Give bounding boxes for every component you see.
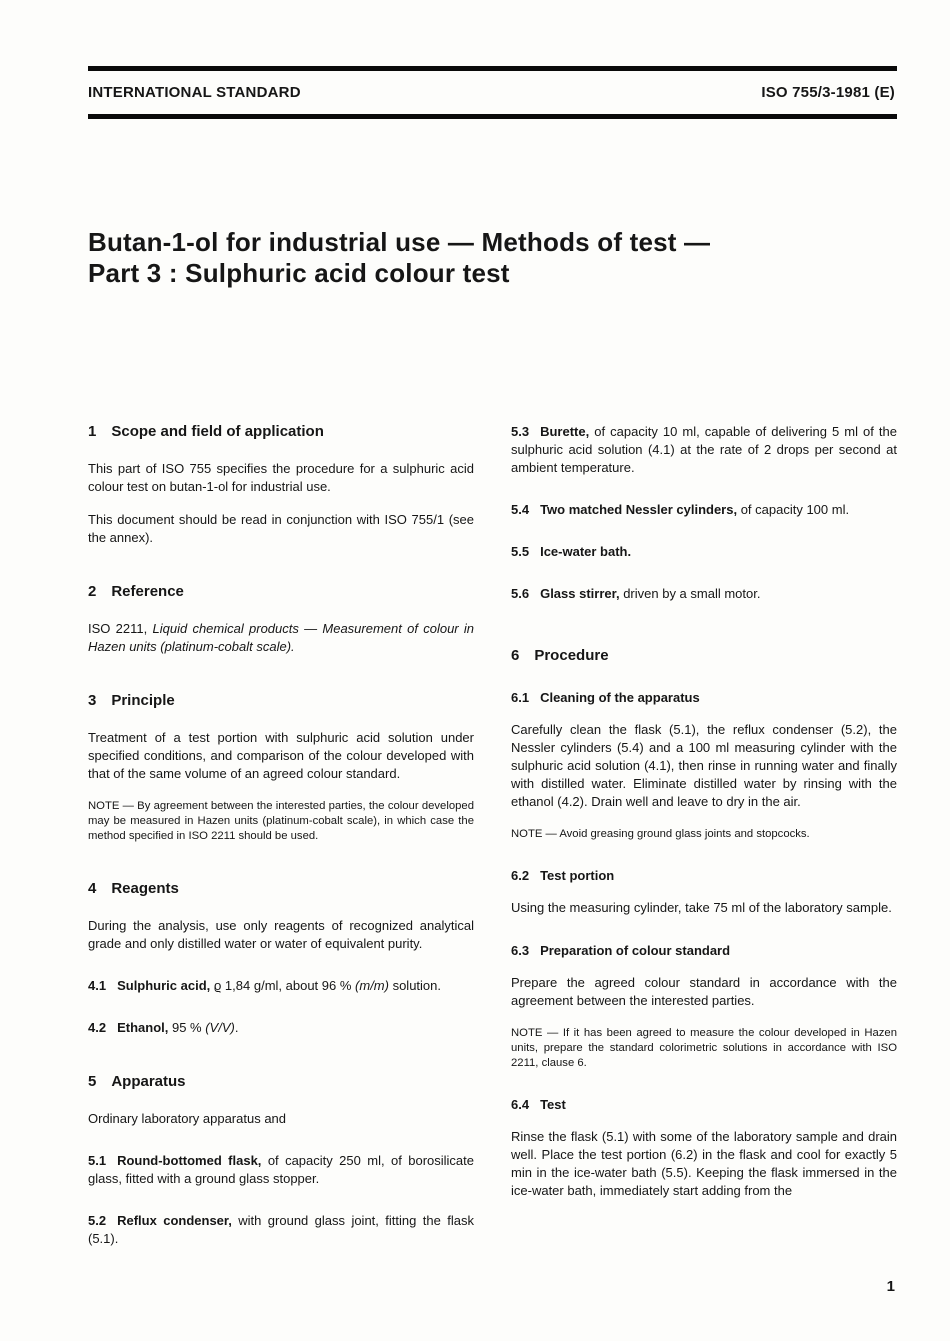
clause-title: Test — [540, 1097, 566, 1112]
header-bottom-rule — [88, 114, 897, 119]
clause-title: Preparation of colour standard — [540, 943, 731, 958]
clause-number: 6.1 — [511, 690, 530, 705]
clause-6-3-note: NOTE — If it has been agreed to measure the colour developed in Hazen units, prepare the standard colorimetric solutions in accordance with ISO 2211, clause 6. — [511, 1027, 897, 1069]
clause-term: Reflux condenser, — [117, 1213, 232, 1228]
section-title: Scope and field of application — [111, 423, 324, 440]
section-6-heading — [511, 647, 897, 664]
clause-6-1-note: NOTE — Avoid greasing ground glass joints and stopcocks. — [511, 828, 810, 840]
clause-number: 5.5 — [511, 544, 530, 559]
section-number: 6 — [511, 647, 520, 664]
clause-term: Ice-water bath. — [540, 544, 632, 559]
section-2-reference — [88, 620, 474, 656]
clause-italic-symbol: (m/m) — [355, 978, 389, 993]
clause-6-4-paragraph-1: Rinse the flask (5.1) with some of the laboratory sample and drain well. Place the test portion (6.2) in the flask and cool for exactly 5 min in the ice-water bath (5.5). Keeping the flask immersed in the ice-water bath, immediately start adding from the — [511, 1129, 897, 1198]
clause-6-4-heading — [511, 1097, 897, 1112]
clause-text: ϱ 1,84 g/ml, about 96 % — [210, 978, 356, 993]
clause-text: solution. — [388, 978, 442, 993]
clause-6-2-heading — [511, 868, 897, 883]
clause-6-3-paragraph-1: Prepare the agreed colour standard in accordance with the agreement between the interested parties. — [511, 975, 897, 1008]
clause-title: Cleaning of the apparatus — [540, 690, 700, 705]
clause-label — [88, 1153, 261, 1168]
clause-number: 5.2 — [88, 1213, 107, 1228]
two-column-body — [88, 423, 897, 1248]
clause-6-1-paragraph-1: Carefully clean the flask (5.1), the reflux condenser (5.2), the Nessler cylinders (5.4) and a 100 ml measuring cylinder with the sulphuric acid solution (4.1), then rinse in running water and finally with distilled water. Eliminate distilled water by rinsing with the ethanol (4.2). Drain well and leave to dry in the air. — [511, 722, 897, 809]
section-number: 4 — [88, 880, 97, 897]
clause-title: Test portion — [540, 868, 615, 883]
section-5-paragraph-1: Ordinary laboratory apparatus and — [88, 1111, 287, 1126]
page-number: 1 — [886, 1278, 895, 1295]
clause-5-6 — [511, 585, 897, 603]
clause-label — [511, 502, 737, 517]
section-title: Principle — [111, 692, 175, 709]
clause-number: 6.3 — [511, 943, 530, 958]
clause-label — [88, 978, 210, 993]
clause-number: 5.6 — [511, 586, 530, 601]
document-header — [88, 71, 897, 114]
reference-title: Liquid chemical products — Measurement of colour in Hazen units (platinum-cobalt scale). — [88, 621, 475, 654]
clause-number: 5.1 — [88, 1153, 107, 1168]
standard-label: INTERNATIONAL STANDARD — [88, 84, 301, 101]
clause-label — [88, 1020, 168, 1035]
clause-number: 6.4 — [511, 1097, 530, 1112]
clause-5-5 — [511, 543, 897, 561]
clause-term: Sulphuric acid, — [117, 978, 211, 993]
clause-label — [88, 1213, 232, 1228]
clause-label — [511, 586, 620, 601]
document-number: ISO 755/3-1981 (E) — [761, 84, 895, 101]
clause-6-1-heading — [511, 690, 897, 705]
section-3-note: NOTE — By agreement between the interested parties, the colour developed may be measured in Hazen units (platinum-cobalt scale), in which case the method specified in ISO 2211 should be used. — [88, 800, 474, 842]
clause-term: Burette, — [540, 424, 590, 439]
clause-5-2 — [88, 1212, 474, 1248]
section-number: 5 — [88, 1073, 97, 1090]
clause-term: Two matched Nessler cylinders, — [540, 502, 738, 517]
section-2-heading — [88, 583, 474, 600]
clause-text: . — [234, 1020, 239, 1035]
section-title: Reference — [111, 583, 184, 600]
clause-6-3-heading — [511, 943, 897, 958]
section-1-paragraph-1: This part of ISO 755 specifies the procedure for a sulphuric acid colour test on butan-1-ol for industrial use. — [88, 461, 474, 494]
clause-term: Round-bottomed flask, — [117, 1153, 262, 1168]
left-column — [88, 423, 474, 1248]
clause-6-2-paragraph-1: Using the measuring cylinder, take 75 ml of the laboratory sample. — [511, 900, 892, 915]
title-line-2: Part 3 : Sulphuric acid colour test — [88, 258, 510, 288]
section-1-heading — [88, 423, 474, 440]
clause-text: 95 % — [168, 1020, 206, 1035]
section-5-heading — [88, 1073, 474, 1090]
section-number: 1 — [88, 423, 97, 440]
clause-5-3 — [511, 423, 897, 477]
clause-5-4 — [511, 501, 897, 519]
clause-number: 6.2 — [511, 868, 530, 883]
clause-text: of capacity 100 ml. — [737, 502, 850, 517]
clause-label — [511, 544, 631, 559]
title-line-1: Butan-1-ol for industrial use — Methods of test — — [88, 227, 711, 257]
clause-label — [511, 424, 589, 439]
section-number: 2 — [88, 583, 97, 600]
section-number: 3 — [88, 692, 97, 709]
clause-text: of capacity 10 ml, capable of delivering 5 ml of the sulphuric acid solution (4.1) at the rate of 2 drops per second at ambient temperature. — [511, 424, 897, 475]
clause-text: of capacity 250 ml, of borosilicate glass, fitted with a ground glass stopper. — [88, 1153, 474, 1186]
section-4-heading — [88, 880, 474, 897]
section-3-heading — [88, 692, 474, 709]
clause-5-1 — [88, 1152, 474, 1188]
clause-4-1 — [88, 977, 474, 995]
clause-4-2 — [88, 1019, 474, 1037]
clause-number: 4.1 — [88, 978, 107, 993]
clause-term: Glass stirrer, — [540, 586, 620, 601]
document-title — [88, 227, 897, 289]
section-title: Procedure — [534, 647, 609, 664]
clause-term: Ethanol, — [117, 1020, 169, 1035]
section-1-paragraph-2: This document should be read in conjunction with ISO 755/1 (see the annex). — [88, 512, 474, 545]
section-4-paragraph-1: During the analysis, use only reagents of recognized analytical grade and only distilled water or water of equivalent purity. — [88, 918, 474, 951]
clause-text: with ground glass joint, fitting the flask (5.1). — [88, 1213, 474, 1246]
clause-number: 4.2 — [88, 1020, 107, 1035]
clause-text: driven by a small motor. — [619, 586, 761, 601]
section-title: Reagents — [111, 880, 179, 897]
clause-italic-symbol: (V/V) — [205, 1020, 235, 1035]
right-column — [511, 423, 897, 1248]
clause-number: 5.4 — [511, 502, 530, 517]
section-title: Apparatus — [111, 1073, 186, 1090]
clause-number: 5.3 — [511, 424, 530, 439]
reference-code: ISO 2211, — [88, 621, 148, 636]
section-3-paragraph-1: Treatment of a test portion with sulphuric acid solution under specified conditions, and comparison of the colour developed with that of the same volume of an agreed colour standard. — [88, 730, 474, 781]
